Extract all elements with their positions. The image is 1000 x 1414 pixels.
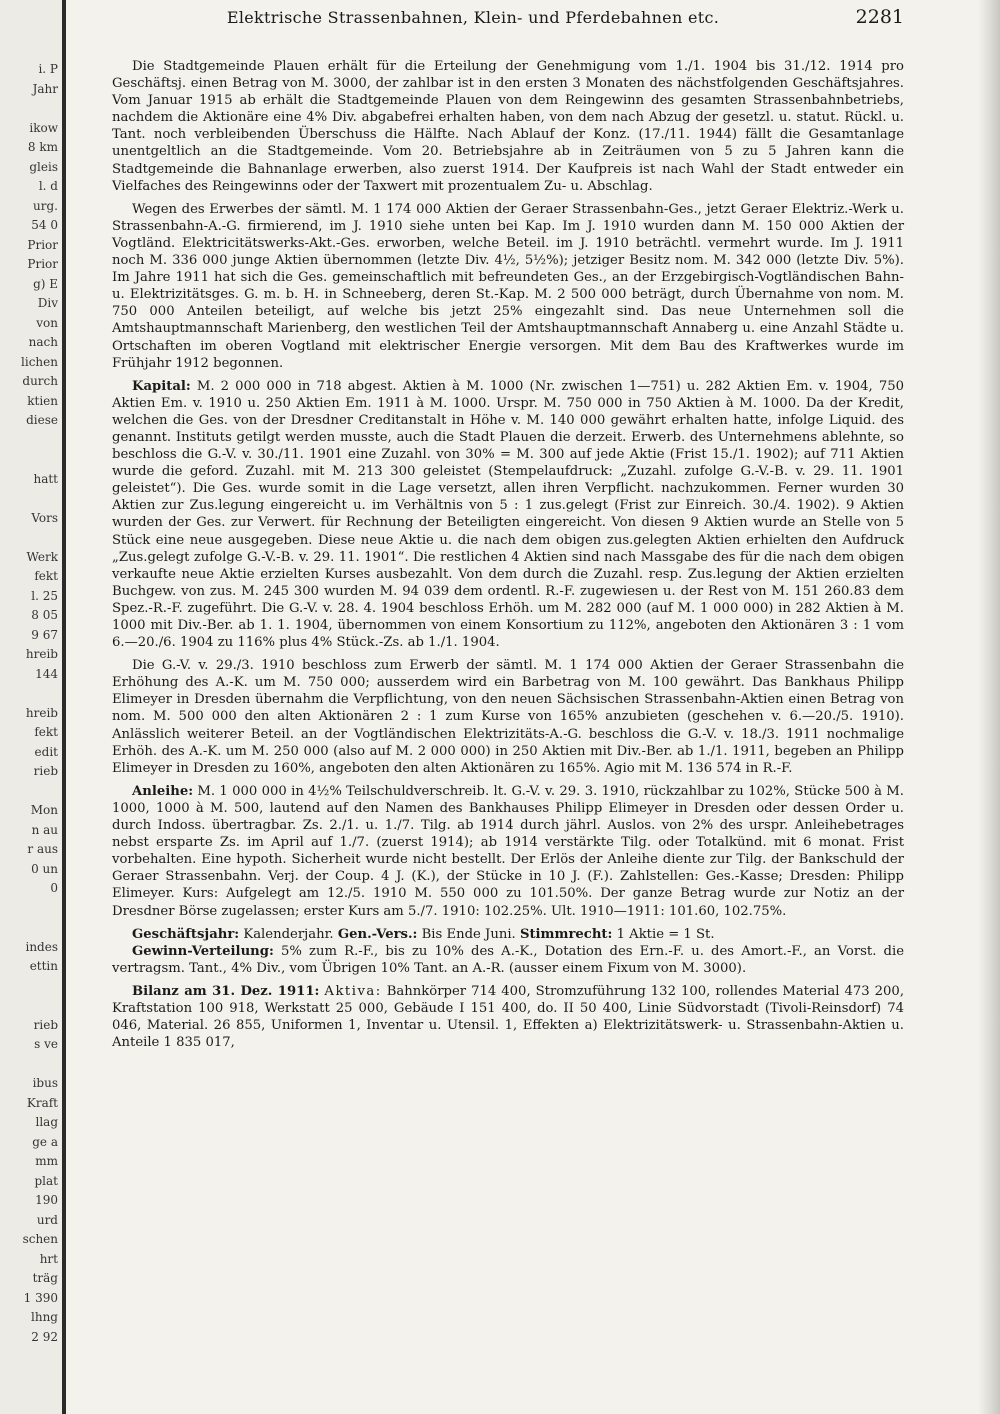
- gutter-fragment: von: [36, 315, 58, 330]
- gutter-fragment: träg: [32, 1271, 58, 1285]
- gutter-fragment: ettin: [29, 959, 58, 973]
- page-number: 2281: [855, 6, 904, 28]
- gutter-fragment: rieb: [33, 1017, 58, 1032]
- gutter-fragment: Div: [37, 296, 58, 310]
- gutter-fragment: urd: [36, 1212, 58, 1227]
- gutter-fragment: hreib: [25, 647, 58, 661]
- section-label-geschaeftsjahr: Geschäftsjahr:: [132, 926, 240, 942]
- gutter-fragment: 0: [50, 881, 58, 895]
- gutter-fragment: gleis: [29, 159, 58, 174]
- body-text: [112, 58, 904, 1057]
- gutter-fragment: 8 km: [27, 140, 58, 154]
- gutter-fragment: n au: [31, 822, 58, 837]
- paragraph-text: M. 2 000 000 in 718 abgest. Aktien à M. 1000 (Nr. zwischen 1—751) u. 282 Aktien Em. v. 1904, 750 Aktien Em. v. 1910 u. 250 Aktien Em. 1911 à M. 1000. Urspr. M. 750 000 in 750 Aktien à M. 1000. Da der Kredit, welchen die Ges. von der Dresdner Creditanstalt in Höhe v. M. 140 000 gewährt erhalten hatte, infolge Liquid. des genannt. Instituts getilgt werden musste, auch die Stadt Plauen die derzeit. Erwerb. des Unternehmens ablehnte, so beschloss die G.-V. v. 30./11. 1901 eine Zuzahl. von 30% = M. 300 auf jede Aktie (Frist 15./1. 1902); auf 711 Aktien wurde die geford. Zuzahl. mit M. 213 300 geleistet (Stempelaufdruck: „Zuzahl. zufolge G.-V.-B. v. 29. 11. 1901 geleistet“). Die Ges. wurde somit in die Lage versetzt, allen ihren Verpflicht. nachzukommen. Ferner wurden 30 Aktien zur Zus.legung eingereicht u. im Verhältnis von 5 : 1 zus.gelegt (Frist zur Einreich. 30./4. 1902). 9 Aktien wurden der Ges. zur Verwert. für Rechnung der Beteiligten eingereicht. Von diesen 9 Aktien wurde an Stelle von 5 Stück eine neue ausgegeben. Diese neue Aktie u. die nach dem obigen zus.gelegten Aktien erhielten den Aufdruck „Zus.gelegt zufolge G.-V.-B. v. 29. 11. 1901“. Die restlichen 4 Aktien sind nach Massgabe des für die nach dem obigen verkaufte neue Aktie erzielten Kurses ausbezahlt. Von dem durch die Zuzahl. resp. Zus.legung der Aktien erzielten Buchgew. von zus. M. 245 300 wurden M. 94 039 dem ordentl. R.-F. zugewiesen u. der Rest von M. 151 260.83 dem Spez.-R.-F. zugeführt. Die G.-V. v. 28. 4. 1904 beschloss Erhöh. um M. 282 000 (auf M. 1 000 000) in 282 Aktien à M. 1000 mit Div.-Ber. ab 1. 1. 1904, übernommen von einem Konsortium zu 112%, angeboten den Aktionären 3 : 1 vom 6.—20./6. 1904 zu 116% plus 4% Stück.-Zs. ab 1./1. 1904.: [112, 378, 904, 651]
- gutter-fragment: plat: [34, 1173, 58, 1188]
- section-label-kapital: Kapital:: [132, 378, 191, 394]
- gutter-fragment: hrt: [39, 1251, 58, 1266]
- gutter-fragment: ibus: [32, 1076, 58, 1090]
- gutter-fragment: ktien: [27, 393, 58, 408]
- gutter-fragment: 1 390: [23, 1290, 58, 1305]
- gutter-fragment: r aus: [27, 842, 58, 856]
- gutter-fragment: hreib: [25, 705, 58, 720]
- gutter-fragment: mm: [35, 1154, 58, 1168]
- paragraph-plauen: [112, 58, 904, 195]
- gutter-fragment: 9 67: [31, 627, 58, 642]
- gutter-fragment: s ve: [34, 1037, 58, 1051]
- gutter-fragment: schen: [22, 1232, 58, 1246]
- paragraph-gv1910: [112, 657, 904, 777]
- gutter-fragment: l. d: [38, 179, 58, 193]
- gutter-fragment: 2 92: [31, 1329, 58, 1344]
- gutter-fragment: indes: [25, 939, 58, 954]
- paragraph-gewinn: [112, 943, 904, 977]
- gutter-fragment: Jahr: [32, 81, 58, 96]
- gutter-fragment: Mon: [30, 803, 58, 817]
- paragraph-text: 5% zum R.-F., bis zu 10% des A.-K., Dotation des Ern.-F. u. des Amort.-F., an Vorst. die vertragsm. Tant., 4% Div., vom Übrigen 10% Tant. an A.-R. (ausser einem Fixum von M. 3000).: [112, 943, 904, 976]
- paragraph-kapital: [112, 378, 904, 652]
- paragraph-text: Bis Ende Juni.: [417, 926, 516, 942]
- gutter-fragment: fekt: [34, 725, 58, 739]
- paragraph-geschaeftsjahr: [112, 926, 904, 943]
- paragraph-text: Die Stadtgemeinde Plauen erhält für die Erteilung der Genehmigung vom 1./1. 1904 bis 31./12. 1914 pro Geschäftsj. einen Betrag von M. 3000, der zahlbar ist in den ersten 3 Monaten des nächstfolgenden Geschäftsjahres. Vom Januar 1915 ab erhält die Stadtgemeinde Plauen von dem Reingewinn des gesamten Strassenbahnbetriebs, nachdem die Aktionäre eine 4% Div. abgabefrei erhalten haben, von dem nach Abzug der gesetzl. u. statut. Rückl. u. Tant. noch verbleibenden Überschuss die Hälfte. Nach Ablauf der Konz. (17./11. 1944) fällt die Gesamtanlage unentgeltlich an die Stadtgemeinde. Vom 20. Betriebsjahre ab in Zeiträumen von 5 zu 5 Jahren kann die Stadtgemeinde die Bahnanlage erwerben, also zuerst 1914. Der Kaufpreis ist nach Wahl der Stadt entweder ein Vielfaches des Reingewinns oder der Taxwert mit prozentualem Zu- u. Abschlag.: [112, 59, 904, 194]
- gutter-fragment: i. P: [38, 62, 58, 76]
- gutter-fragment: durch: [22, 374, 58, 388]
- gutter-fragment: l. 25: [31, 588, 58, 603]
- gutter-fragment: diese: [26, 413, 58, 427]
- gutter-fragment: fekt: [34, 569, 58, 583]
- gutter-fragment: 0 un: [31, 861, 58, 876]
- gutter-fragment: Werk: [26, 549, 58, 564]
- gutter-fragment: ikow: [29, 120, 58, 135]
- gutter-fragment: llag: [35, 1115, 58, 1129]
- page-edge-shadow: [978, 0, 1000, 1414]
- gutter-fragment: urg.: [33, 198, 58, 213]
- paragraph-text: 1 Aktie = 1 St.: [612, 926, 715, 942]
- paragraph-bilanz: [112, 983, 904, 1051]
- section-label-anleihe: Anleihe:: [132, 783, 194, 799]
- gutter-fragment: Prior: [27, 257, 58, 271]
- section-label-stimmrecht: Stimmrecht:: [519, 926, 613, 942]
- paragraph-erwerb: [112, 201, 904, 372]
- paragraph-anleihe: [112, 783, 904, 920]
- gutter-fragment: g) E: [33, 276, 58, 291]
- gutter-fragment: hatt: [33, 471, 58, 486]
- header-title: Elektrische Strassenbahnen, Klein- und Pferdebahnen etc.: [226, 8, 720, 27]
- paragraph-text: Bahnkörper 714 400, Stromzuführung 132 100, rollendes Material 473 200, Kraftstation 100 918, Werkstatt 25 000, Gebäude I 151 400, do. II 50 400, Linie Südvorstadt (Tivoli-Reinsdorf) 74 046, Material. 26 855, Uniformen 1, Inventar u. Utensil. 1, Effekten a) Elektrizitätswerk- u. Strassenbahn-Aktien u. Anteile 1 835 017,: [112, 983, 905, 1051]
- section-label-bilanz: Bilanz am 31. Dez. 1911:: [132, 983, 320, 999]
- gutter-fragment: Prior: [27, 237, 58, 252]
- gutter-fragment: edit: [34, 744, 58, 759]
- left-page-gutter: [0, 0, 66, 1414]
- paragraph-text: Die G.-V. v. 29./3. 1910 beschloss zum Erwerb der sämtl. M. 1 174 000 Aktien der Geraer Strassenbahn die Erhöhung des A.-K. um M. 750 000; ausserdem wird ein Barbetrag von M. 100 gewährt. Das Bankhaus Philipp Elimeyer in Dresden übernahm die Verpflichtung, von den neuen Sächsischen Strassenbahn-Aktien einen Betrag von nom. M. 500 000 den alten Aktionären 2 : 1 zum Kurse von 165% anzubieten (geschehen v. 6.—20./5. 1910). Anlässlich weiterer Beteil. an der Vogtländischen Elektrizitäts-A.-G. beschloss die G.-V. v. 18./3. 1911 nochmalige Erhöh. des A.-K. um M. 250 000 (also auf M. 2 000 000) in 250 Aktien mit Div.-Ber. ab 1./1. 1911, begeben an Philipp Elimeyer in Dresden zu 160%, angeboten den alten Aktionären zu 165%. Agio mit M. 136 574 in R.-F.: [112, 658, 904, 776]
- paragraph-text: Kalenderjahr.: [239, 926, 334, 942]
- gutter-fragment: Kraft: [26, 1095, 58, 1110]
- running-header: [112, 6, 904, 32]
- gutter-fragment: rieb: [33, 764, 58, 778]
- gutter-fragment: lichen: [21, 354, 58, 369]
- gutter-fragment: 8 05: [31, 608, 58, 622]
- section-label-gen-vers: Gen.-Vers.:: [337, 926, 418, 942]
- paragraph-text: M. 1 000 000 in 4½% Teilschuldverschreib. lt. G.-V. v. 29. 3. 1910, rückzahlbar zu 102%, Stücke 500 à M. 1000, 1000 à M. 500, lautend auf den Namen des Bankhauses Philipp Elimeyer in Dresden oder dessen Order u. durch Indoss. übertragbar. Zs. 2./1. u. 1./7. Tilg. ab 1914 durch jährl. Auslos. von 2% des urspr. Anleihebetrages nebst ersparte Zs. im April auf 1./7. (zuerst 1914); ab 1914 verstärkte Tilg. oder Totalkünd. mit 6 monat. Frist vorbehalten. Eine hypoth. Sicherheit wurde nicht bestellt. Der Erlös der Anleihe diente zur Tilg. der Bankschuld der Geraer Strassenbahn. Verj. der Coup. 4 J. (K.), der Stücke in 10 J. (F.). Zahlstellen: Ges.-Kasse; Dresden: Philipp Elimeyer. Kurs: Aufgelegt am 12./5. 1910 M. 550 000 zu 101.50%. Der ganze Betrag wurde zur Notiz an der Dresdner Börse zugelassen; erster Kurs am 5./7. 1910: 102.25%. Ult. 1910—1911: 101.60, 102.75%.: [112, 783, 904, 919]
- gutter-fragment: ge a: [32, 1134, 58, 1149]
- aktiva-label: Aktiva:: [324, 983, 382, 999]
- gutter-fragment: 54 0: [31, 218, 58, 232]
- gutter-fragment: 190: [35, 1193, 58, 1207]
- paragraph-text: Wegen des Erwerbes der sämtl. M. 1 174 000 Aktien der Geraer Strassenbahn-Ges., jetzt Geraer Elektriz.-Werk u. Strassenbahn-A.-G. firmierend, im J. 1910 siehe unten bei Kap. Im J. 1910 wurden dann M. 150 000 Aktien der Vogtländ. Elektricitätswerks-Akt.-Ges. erworben, welche Beteil. im J. 1910 beträchtl. vermehrt wurde. Im J. 1911 noch M. 336 000 junge Aktien übernommen (letzte Div. 4½, 5½%); jetziger Besitz nom. M. 342 000 (letzte Div. 5%). Im Jahre 1911 hat sich die Ges. gemeinschaftlich mit befreundeten Ges., an der Erzgebirgisch-Vogtländischen Bahn- u. Elektrizitätsges. G. m. b. H. in Schneeberg, deren St.-Kap. M. 2 500 000 beträgt, durch Übernahme von nom. M. 750 000 Anteilen beteiligt, auf welche bis jetzt 25% eingezahlt sind. Das neue Unternehmen soll die Amtshauptmannschaft Marienberg, den westlichen Teil der Amtshauptmannschaft Annaberg u. eine Anzahl Städte u. Ortschaften im oberen Vogtland mit elektrischer Energie versorgen. Mit dem Bau des Kraftwerkes wurde im Frühjahr 1912 begonnen.: [112, 201, 904, 371]
- gutter-fragment: nach: [28, 335, 58, 349]
- gutter-fragment: 144: [35, 666, 58, 681]
- section-label-gewinn: Gewinn-Verteilung:: [132, 943, 274, 959]
- gutter-fragment: lhng: [31, 1310, 58, 1324]
- gutter-fragment: Vors: [31, 510, 58, 525]
